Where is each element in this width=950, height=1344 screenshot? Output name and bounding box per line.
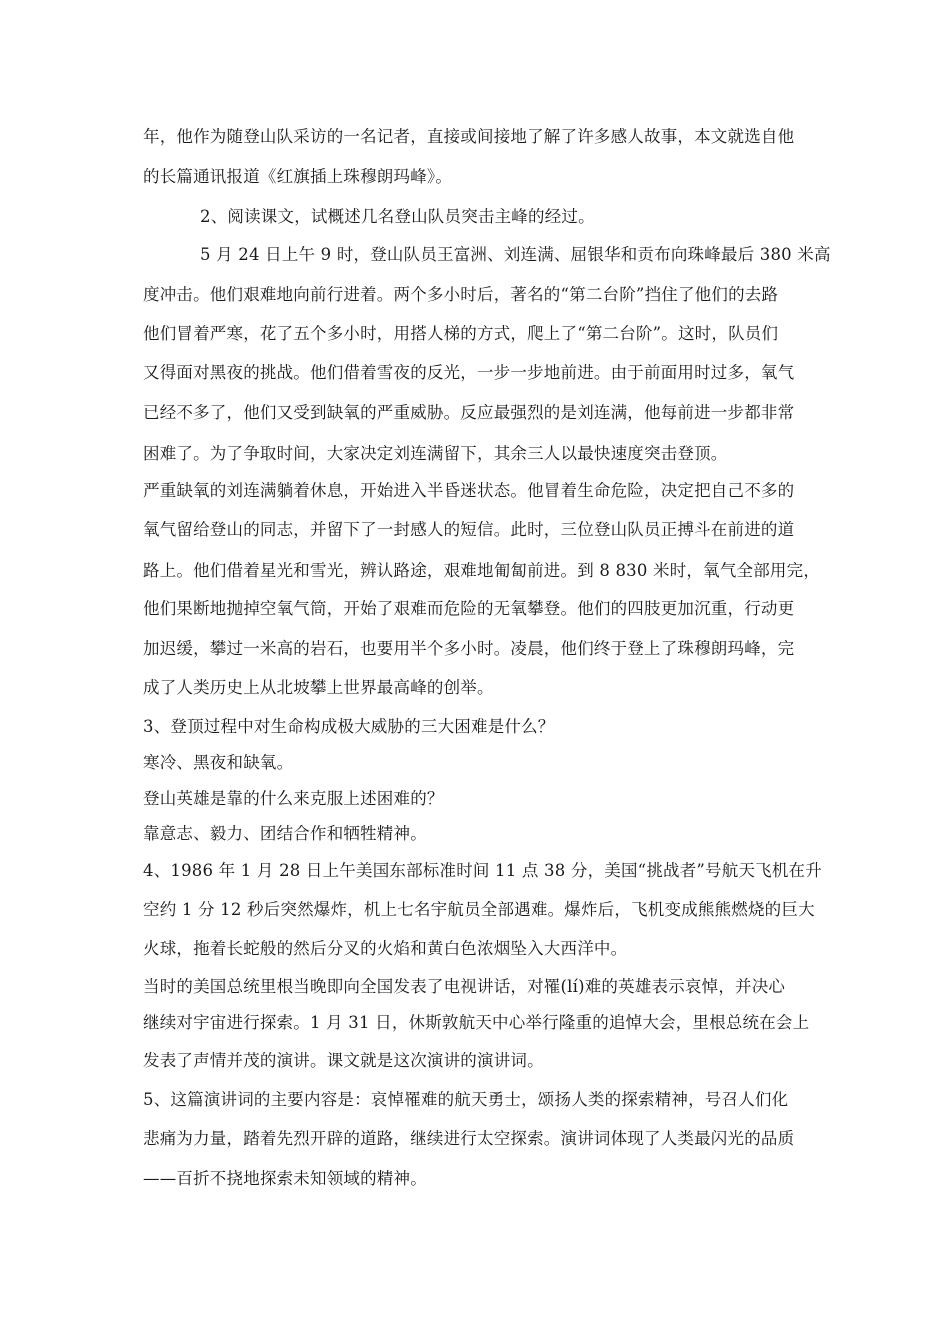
- answer-line: 靠意志、毅力、团结合作和牺牲精神。: [143, 824, 427, 843]
- text-line: 继续对宇宙进行探索。1 月 31 日，休斯敦航天中心举行隆重的追悼大会，里根总统在会上: [143, 1013, 810, 1032]
- text-line: 的长篇通讯报道《红旗插上珠穆朗玛峰》。: [143, 167, 453, 186]
- text-line: 路上。他们借着星光和雪光，辨认路途，艰难地匍匐前进。到 8 830 米时，氧气全部用完，: [143, 561, 821, 580]
- question-3: 3、登顶过程中对生命构成极大威胁的三大困难是什么？: [143, 717, 555, 736]
- text-line: 空约 1 分 12 秒后突然爆炸，机上七名宇航员全部遇难。爆炸后，飞机变成熊熊燃烧的巨大: [143, 900, 815, 919]
- text-line: 困难了。为了争取时间，大家决定刘连满留下，其余三人以最快速度突击登顶。: [143, 444, 728, 463]
- text-line: 发表了声情并茂的演讲。课文就是这次演讲的演讲词。: [143, 1051, 544, 1070]
- text-line: ——百折不挠地探索未知领域的精神。: [143, 1169, 427, 1188]
- text-line: 他们冒着严寒，花了五个多小时，用搭人梯的方式，爬上了“第二台阶”。这时，队员们: [143, 324, 779, 343]
- question-2: 2、阅读课文，试概述几名登山队员突击主峰的经过。: [200, 207, 595, 226]
- text-line: 度冲击。他们艰难地向前行进着。两个多小时后，著名的“第二台阶”挡住了他们的去路: [143, 285, 779, 304]
- text-line: 悲痛为力量，踏着先烈开辟的道路，继续进行太空探索。演讲词体现了人类最闪光的品质: [143, 1129, 795, 1148]
- text-line: 成了人类历史上从北坡攀上世界最高峰的创举。: [143, 678, 494, 697]
- text-line: 严重缺氧的刘连满躺着休息，开始进入半昏迷状态。他冒着生命危险，决定把自己不多的: [143, 481, 795, 500]
- question-5: 5、这篇演讲词的主要内容是：哀悼罹难的航天勇士，颂扬人类的探索精神，号召人们化: [143, 1090, 789, 1109]
- text-line: 5 月 24 日上午 9 时，登山队员王富洲、刘连满、屈银华和贡布向珠峰最后 380 米高: [200, 245, 831, 264]
- question-4: 4、1986 年 1 月 28 日上午美国东部标准时间 11 点 38 分，美国“挑战者”号航天飞机在升: [143, 861, 822, 880]
- question-line: 登山英雄是靠的什么来克服上述困难的？: [143, 789, 444, 808]
- answer-line: 寒冷、黑夜和缺氧。: [143, 753, 294, 772]
- text-line: 氧气留给登山的同志，并留下了一封感人的短信。此时，三位登山队员正搏斗在前进的道: [143, 520, 795, 539]
- text-line: 他们果断地抛掉空氧气筒，开始了艰难而危险的无氧攀登。他们的四肢更加沉重，行动更: [143, 599, 795, 618]
- text-line: 当时的美国总统里根当晚即向全国发表了电视讲话，对罹(lí)难的英雄表示哀悼，并决心: [143, 977, 786, 996]
- text-line: 火球，拖着长蛇般的然后分叉的火焰和黄白色浓烟坠入大西洋中。: [143, 939, 628, 958]
- text-line: 又得面对黑夜的挑战。他们借着雪夜的反光，一步一步地前进。由于前面用时过多，氧气: [143, 363, 795, 382]
- text-line: 已经不多了，他们又受到缺氧的严重威胁。反应最强烈的是刘连满，他每前进一步都非常: [143, 403, 795, 422]
- text-line: 加迟缓，攀过一米高的岩石，也要用半个多小时。凌晨，他们终于登上了珠穆朗玛峰，完: [143, 639, 795, 658]
- text-line: 年，他作为随登山队采访的一名记者，直接或间接地了解了许多感人故事，本文就选自他: [143, 127, 795, 146]
